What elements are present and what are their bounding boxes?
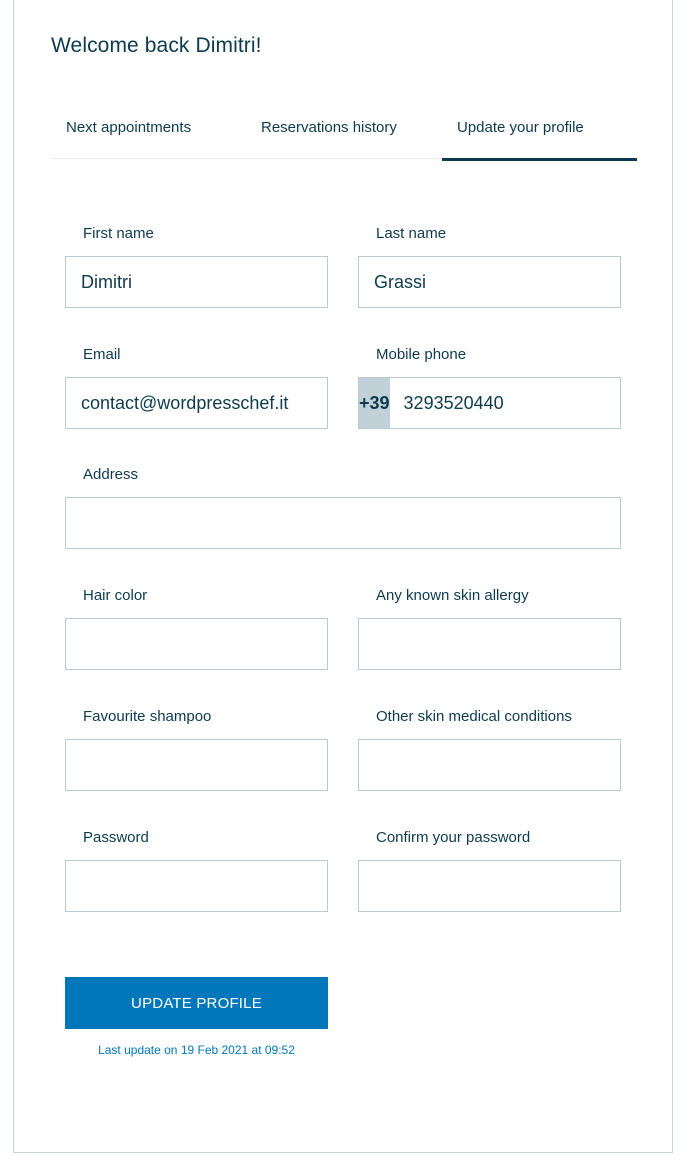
- skin-conditions-label: Other skin medical conditions: [376, 708, 572, 725]
- email-field[interactable]: [65, 377, 328, 429]
- first-name-label: First name: [83, 225, 154, 242]
- last-name-field[interactable]: [358, 256, 621, 308]
- hair-color-label: Hair color: [83, 587, 148, 604]
- hair-color-field[interactable]: [65, 618, 328, 670]
- skin-allergy-label: Any known skin allergy: [376, 587, 529, 604]
- password-field[interactable]: [65, 860, 328, 912]
- skin-allergy-field[interactable]: [358, 618, 621, 670]
- shampoo-label: Favourite shampoo: [83, 708, 212, 725]
- update-profile-button[interactable]: UPDATE PROFILE: [65, 977, 328, 1029]
- password-label: Password: [83, 829, 149, 846]
- skin-conditions-field[interactable]: [358, 739, 621, 791]
- mobile-phone-group: [358, 377, 621, 429]
- tab-next-appointments[interactable]: Next appointments: [66, 119, 192, 136]
- tab-reservations-history[interactable]: Reservations history: [261, 119, 397, 136]
- shampoo-field[interactable]: [65, 739, 328, 791]
- country-code-prefix[interactable]: +39: [359, 378, 390, 428]
- address-label: Address: [83, 466, 139, 483]
- last-name-label: Last name: [376, 225, 447, 242]
- address-field[interactable]: [65, 497, 621, 549]
- first-name-field[interactable]: [65, 256, 328, 308]
- mobile-phone-field[interactable]: [390, 378, 636, 428]
- last-update-text: Last update on 19 Feb 2021 at 09:52: [98, 1043, 295, 1057]
- confirm-password-field[interactable]: [358, 860, 621, 912]
- mobile-phone-label: Mobile phone: [376, 346, 467, 363]
- email-label: Email: [83, 346, 121, 363]
- tab-update-profile[interactable]: Update your profile: [442, 109, 637, 159]
- welcome-heading: Welcome back Dimitri!: [51, 34, 262, 57]
- tab-bar: [51, 109, 637, 159]
- confirm-password-label: Confirm your password: [376, 829, 531, 846]
